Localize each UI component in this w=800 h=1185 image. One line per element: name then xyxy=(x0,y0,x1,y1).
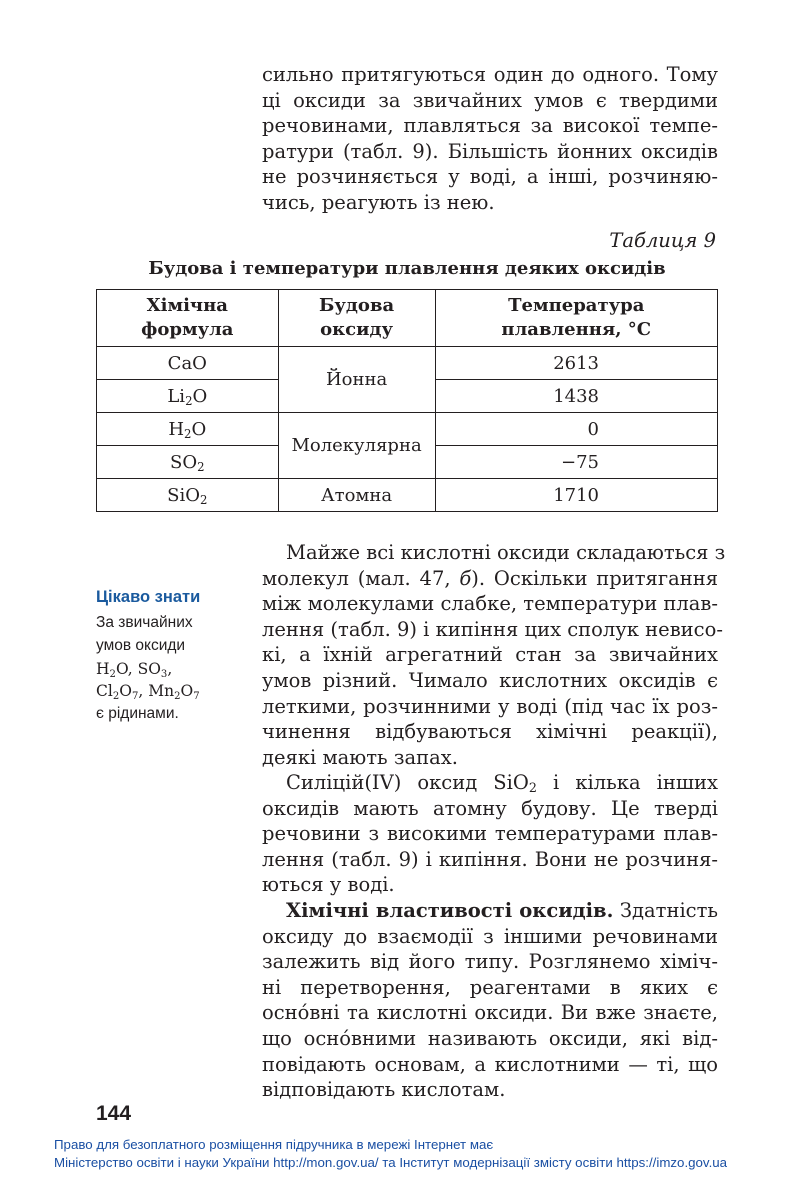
temperature-cell: 1710 xyxy=(435,479,717,512)
temperature-cell: 1438 xyxy=(435,380,717,413)
text-line: що осно́вними називають оксиди, які від- xyxy=(262,1026,718,1050)
text-line: ні перетворення, реагентами в яких є xyxy=(262,975,718,999)
header-formula: Хімічна формула xyxy=(97,290,279,347)
temperature-cell: 0 xyxy=(435,413,717,446)
formula-cell: CaO xyxy=(97,347,279,380)
text-line: чинення відбуваються хімічні реакції), xyxy=(262,720,718,744)
text-line: осно́вні та кислотні оксиди. Ви вже знаєте, xyxy=(262,1001,718,1025)
text-line: лення (табл. 9) і кипіння цих сполук невисо- xyxy=(262,617,723,641)
table-label: Таблиця 9 xyxy=(609,229,716,252)
text-line: оксидів мають атомну будову. Це тверді xyxy=(262,796,718,820)
formula-cell: $H_2O$ xyxy=(97,413,279,446)
text-line: кі, а їхній агрегатний стан за звичайних xyxy=(262,643,718,667)
footer-notice xyxy=(54,1136,727,1171)
sidebar-line: умов оксиди xyxy=(96,636,186,654)
text-line: Силіцій(IV) оксид SiO$_2$ і кілька інших xyxy=(286,771,718,795)
table-row xyxy=(97,479,718,512)
text-line: Хімічні властивості оксидів. Здатність xyxy=(286,899,719,922)
structure-cell: Молекулярна xyxy=(278,413,435,479)
text-line: не розчиняється у воді, а інші, розчиняю- xyxy=(262,165,718,189)
paragraph-silicon-oxide xyxy=(262,770,718,898)
text-line: деякі мають запах. xyxy=(262,745,458,769)
sidebar-formulas: $Cl_2O_7$, $Mn_2O_7$ xyxy=(96,682,200,703)
text-line: ються у воді. xyxy=(262,873,395,897)
bold-heading: Хімічні властивості оксидів. xyxy=(286,899,614,922)
text-line: відповідають кислотам. xyxy=(262,1078,506,1102)
text-line: ці оксиди за звичайних умов є твердими xyxy=(262,88,718,112)
text-line: леткими, розчинними у воді (під час їх роз- xyxy=(262,694,718,718)
text-line: речовини з високими температурами плав- xyxy=(262,822,718,846)
temperature-cell: −75 xyxy=(435,446,717,479)
text-line: оксиду до взаємодії з іншими речовинами xyxy=(262,924,718,948)
sidebar-title: Цікаво знати xyxy=(96,588,201,606)
footer-line: Міністерство освіти і науки України http://mon.gov.ua/ та Інститут модернізації змісту освіти https://imzo.gov.ua xyxy=(54,1154,728,1170)
paragraph-chemical-properties xyxy=(262,898,718,1103)
text-line: сильно притягуються один до одного. Тому xyxy=(262,63,718,86)
text-line: речовинами, плавляться за високої темпе- xyxy=(262,114,718,138)
footer-line: Право для безоплатного розміщення підручника в мережі Інтернет має xyxy=(54,1137,494,1152)
text-line: повідають основам, а кислотними — ті, що xyxy=(262,1052,718,1076)
text-line: залежить від його типу. Розглянемо хіміч- xyxy=(262,950,718,974)
temperature-cell: 2613 xyxy=(435,347,717,380)
table-header-row xyxy=(97,290,718,347)
oxides-table xyxy=(96,289,718,512)
text-line: між молекулами слабке, температури плав- xyxy=(262,592,718,616)
text-line: чись, реагують із нею. xyxy=(262,190,495,214)
figure-letter: б xyxy=(459,566,472,590)
text-line: умов різний. Чимало кислотних оксидів є xyxy=(262,668,718,692)
text-line: молекул (мал. 47, б). Оскільки притягання xyxy=(262,566,718,590)
formula-cell: $SO_2$ xyxy=(97,446,279,479)
paragraph-acid-oxides xyxy=(262,540,726,770)
sidebar-line: За звичайних xyxy=(96,614,193,631)
structure-cell: Йонна xyxy=(278,347,435,413)
structure-cell: Атомна xyxy=(278,479,435,512)
text-line: ратури (табл. 9). Більшість йонних оксидів xyxy=(262,139,718,163)
text-line: лення (табл. 9) і кипіння. Вони не розчиня- xyxy=(262,847,718,871)
formula-cell: $Li_2O$ xyxy=(97,380,279,413)
header-structure: Будова оксиду xyxy=(278,290,435,347)
table-row xyxy=(97,413,718,446)
sidebar-formulas: $H_2O$, $SO_3$, xyxy=(96,659,173,680)
sidebar-note xyxy=(96,612,236,726)
table-row xyxy=(97,347,718,380)
text-line: Майже всі кислотні оксиди складаються з xyxy=(286,541,726,564)
table-title: Будова і температури плавлення деяких оксидів xyxy=(148,258,666,279)
header-melting-point: Температура плавлення, °С xyxy=(435,290,717,347)
page-number: 144 xyxy=(96,1102,132,1125)
formula-cell: SiO$_2$ xyxy=(97,479,279,512)
intro-paragraph xyxy=(262,62,718,216)
sidebar-line: є рідинами. xyxy=(96,705,179,723)
